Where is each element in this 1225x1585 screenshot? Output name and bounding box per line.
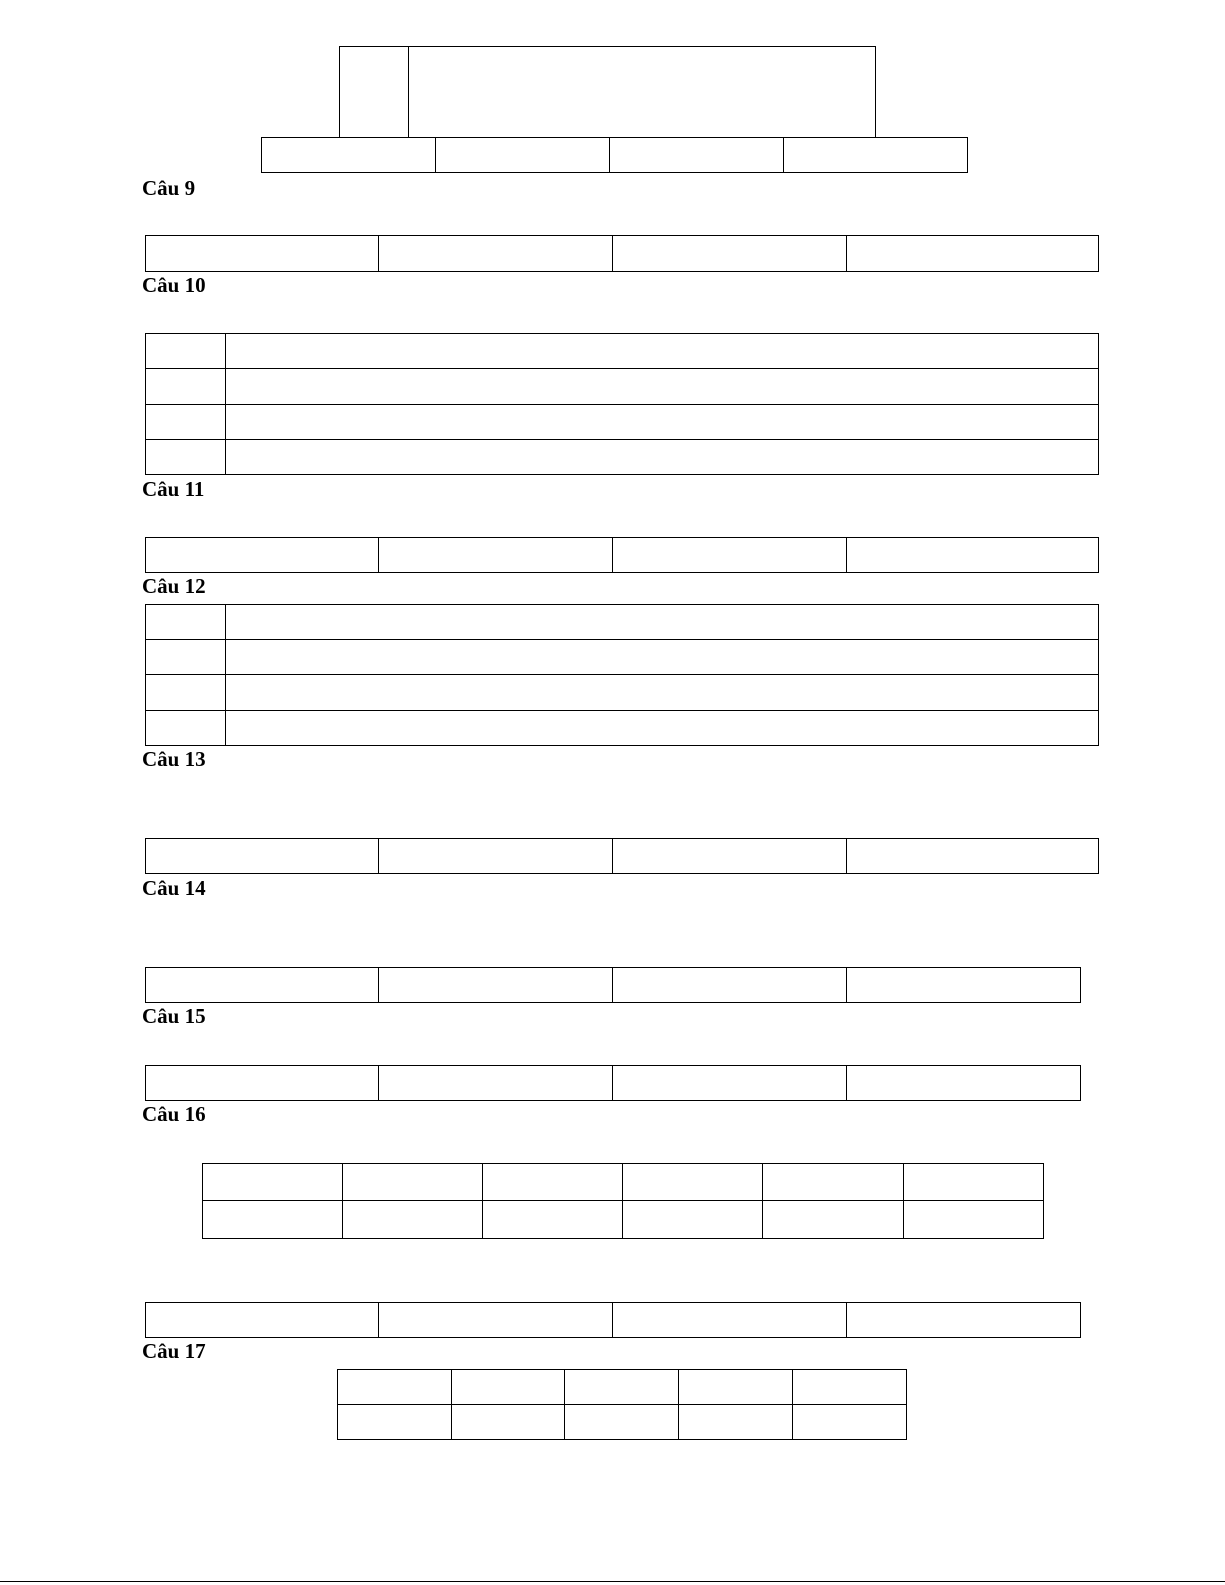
answer-divider: [846, 1065, 847, 1101]
question-label: Câu 17: [142, 1339, 206, 1363]
data-table-divider: [451, 1369, 452, 1440]
answer-row: [145, 1302, 1081, 1338]
top-table-divider: [609, 137, 610, 173]
answer-row: [145, 967, 1081, 1003]
answer-divider: [612, 1302, 613, 1338]
answer-table-row-line: [145, 439, 1099, 440]
question-label: Câu 16: [142, 1102, 206, 1126]
page-bottom-rule: [0, 1581, 1225, 1582]
question-label: Câu 15: [142, 1004, 206, 1028]
top-table-upper-divider: [408, 46, 409, 138]
answer-divider: [378, 967, 379, 1003]
top-table-upper: [339, 46, 876, 138]
answer-table: [145, 604, 1099, 746]
answer-divider: [378, 838, 379, 874]
question-label: Câu 13: [142, 747, 206, 771]
answer-divider: [612, 537, 613, 573]
question-label: Câu 12: [142, 574, 206, 598]
data-table-divider: [342, 1163, 343, 1239]
answer-table-row-line: [145, 368, 1099, 369]
answer-row: [145, 537, 1099, 573]
answer-divider: [378, 1065, 379, 1101]
data-table-row-line: [202, 1200, 1044, 1201]
answer-table-row-line: [145, 710, 1099, 711]
answer-divider: [378, 235, 379, 272]
answer-table-row-line: [145, 674, 1099, 675]
answer-divider: [846, 1302, 847, 1338]
answer-row: [145, 1065, 1081, 1101]
data-table-divider: [564, 1369, 565, 1440]
answer-divider: [846, 537, 847, 573]
data-table-divider: [903, 1163, 904, 1239]
question-label: Câu 9: [142, 176, 196, 200]
answer-divider: [378, 1302, 379, 1338]
answer-row: [145, 838, 1099, 874]
top-table-row: [261, 137, 968, 173]
data-table-divider: [678, 1369, 679, 1440]
top-table-divider: [783, 137, 784, 173]
answer-table-row-line: [145, 404, 1099, 405]
answer-divider: [378, 537, 379, 573]
top-table-divider: [435, 137, 436, 173]
answer-divider: [612, 1065, 613, 1101]
answer-table-divider: [225, 604, 226, 746]
data-table-divider: [762, 1163, 763, 1239]
data-table: [202, 1163, 1044, 1239]
answer-divider: [612, 235, 613, 272]
answer-divider: [846, 838, 847, 874]
answer-divider: [612, 967, 613, 1003]
data-table-divider: [622, 1163, 623, 1239]
data-table-divider: [482, 1163, 483, 1239]
answer-divider: [846, 967, 847, 1003]
data-table-divider: [792, 1369, 793, 1440]
question-label: Câu 11: [142, 477, 205, 501]
question-label: Câu 10: [142, 273, 206, 297]
answer-row: [145, 235, 1099, 272]
answer-table-row-line: [145, 639, 1099, 640]
question-label: Câu 14: [142, 876, 206, 900]
answer-divider: [846, 235, 847, 272]
data-table-row-line: [337, 1404, 907, 1405]
answer-divider: [612, 838, 613, 874]
